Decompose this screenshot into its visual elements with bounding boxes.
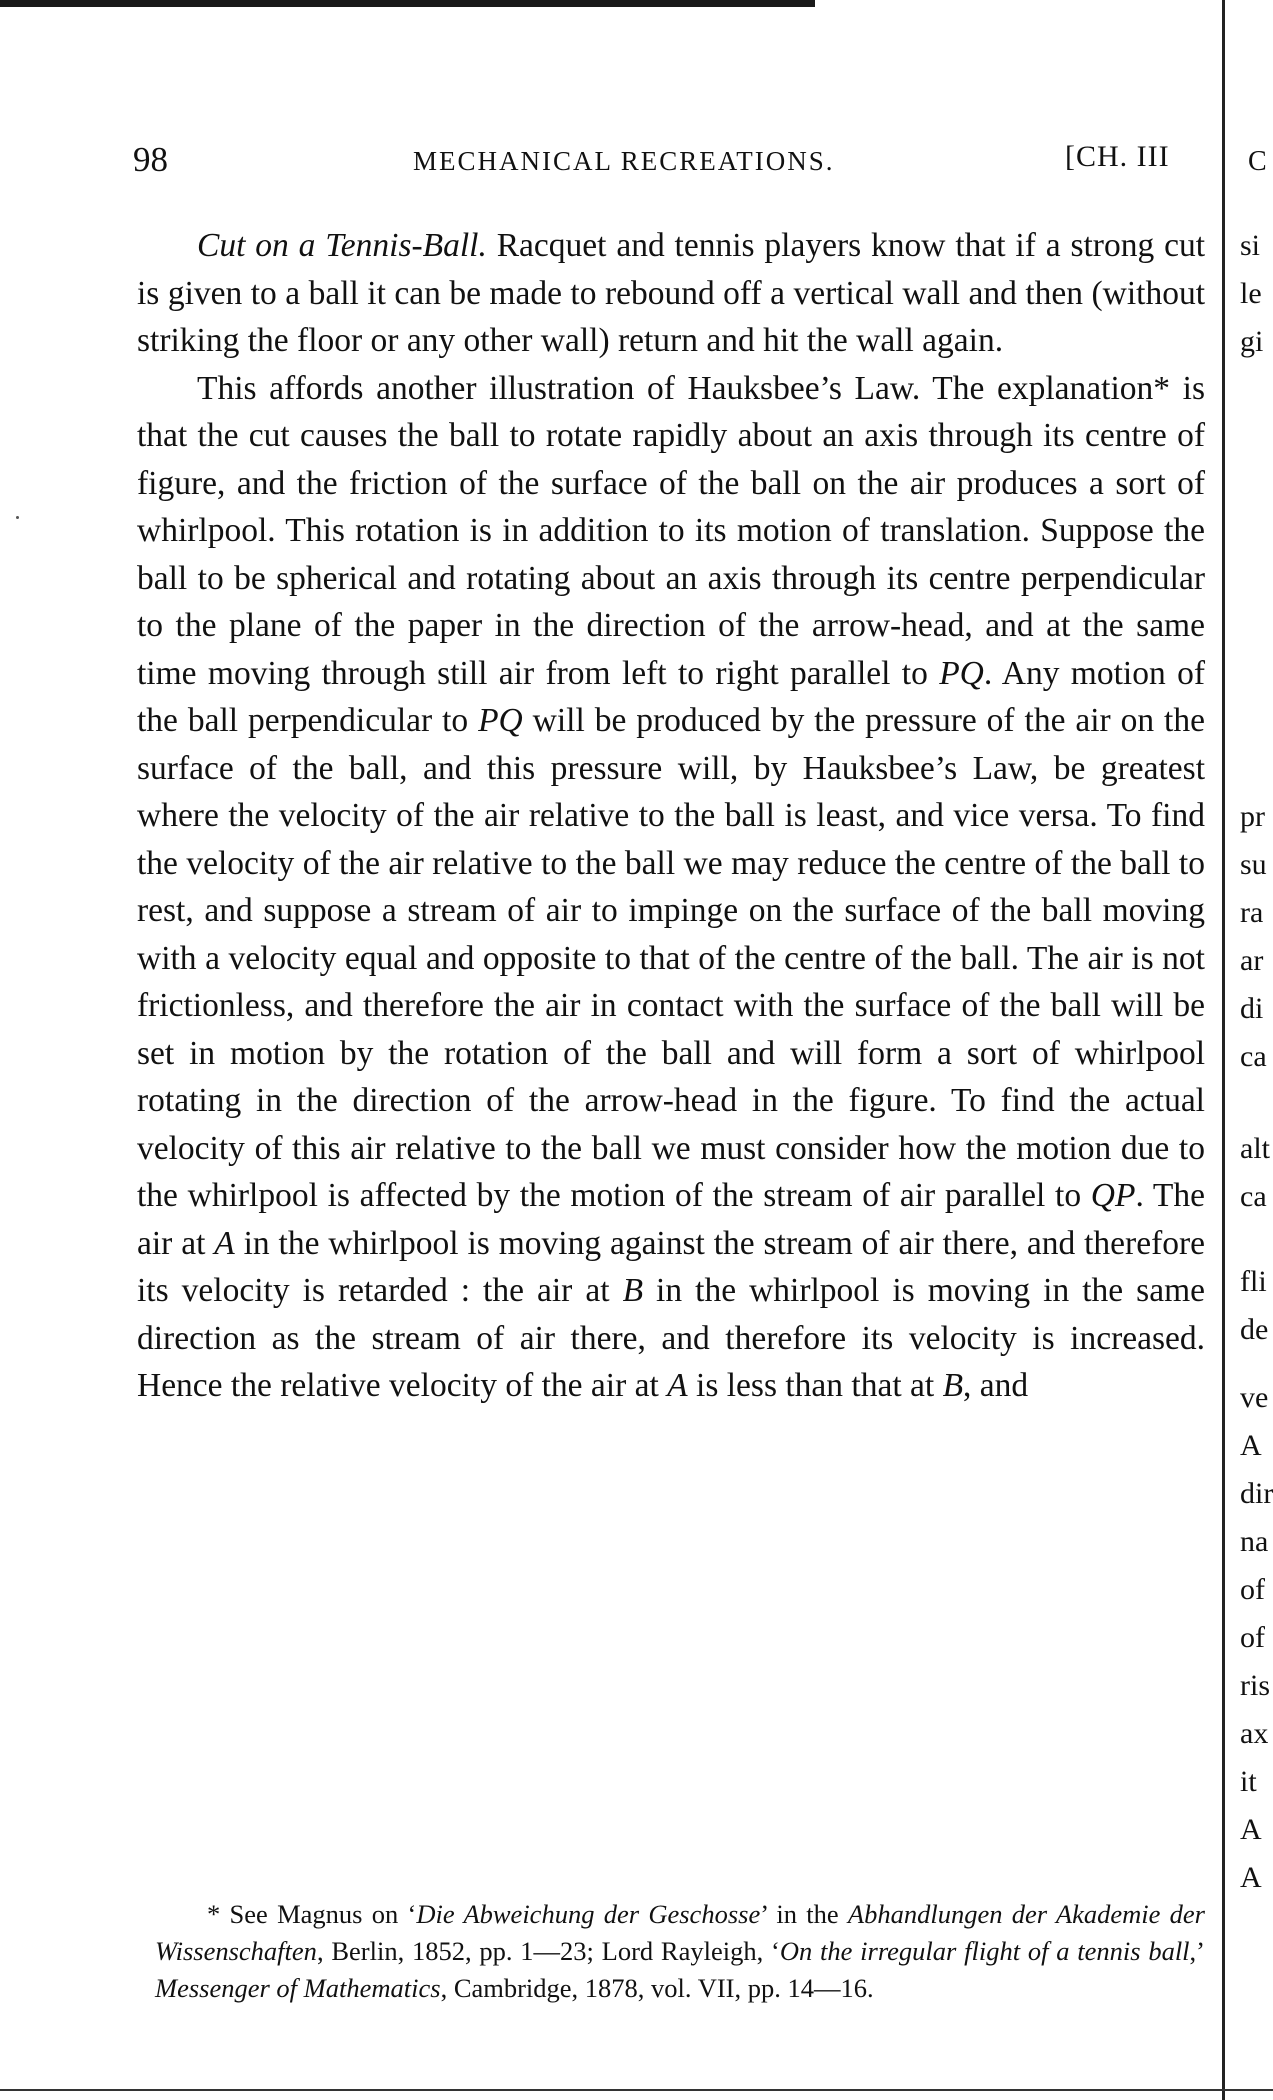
paragraph-2 [137, 365, 1205, 1410]
facing-fragment: ris [1240, 1669, 1270, 1702]
paragraph-1 [137, 222, 1205, 365]
facing-fragment: of [1240, 1573, 1265, 1606]
page-number: 98 [133, 140, 168, 179]
facing-fragment: of [1240, 1621, 1265, 1654]
facing-fragment: na [1240, 1525, 1269, 1558]
text-run: , and [963, 1367, 1029, 1404]
facing-fragment: A [1240, 1429, 1262, 1462]
book-spine-line [1222, 0, 1225, 2100]
math-symbol: A [214, 1224, 235, 1262]
text-run: will be produced by the pressure of the air on the surface of the ball, and this pressure will, by Hauksbee’s Law, be greatest where the velocity of the air relative to the ball is least, and vice versa. To find the velocity of the air relative to the ball we may reduce the centre of the ball to rest, and suppose a stream of air to impinge on the surface of the ball moving with a velocity equal and opposite to that of the centre of the ball. The air is not frictionless, and therefore the air in contact with the surface of the ball will be set in motion by the rotation of the ball and will form a sort of whirlpool rotating in the direction of the arrow-head in the figure. To find the actual velocity of this air relative to the ball we must consider how the motion due to the whirlpool is affected by the motion of the stream of air parallel to [137, 702, 1205, 1214]
facing-fragment: fli [1240, 1265, 1267, 1298]
facing-fragment: dir [1240, 1477, 1273, 1510]
running-title: MECHANICAL RECREATIONS. [413, 146, 835, 176]
facing-page-top [1240, 222, 1273, 366]
text-run: . Any motion of the ball perpendicular to [137, 654, 1205, 739]
margin-speck [16, 516, 19, 519]
math-symbol: A [667, 1367, 688, 1404]
math-symbol: B [622, 1272, 644, 1309]
facing-fragment: ca [1240, 1180, 1267, 1213]
footnote-run: ’ in the [760, 1899, 848, 1929]
facing-fragment: su [1240, 848, 1267, 881]
footnote-title: Abhandlungen der Akademie der Wissenschaften [155, 1899, 1205, 1966]
section-title: Cut on a Tennis-Ball. [197, 227, 487, 264]
footnote-run: , Cambridge, 1878, vol. VII, pp. 14—16. [440, 1973, 874, 2003]
footnote-paragraph [155, 1896, 1205, 2007]
footnote-title: Die Abweichung der Geschosse [416, 1899, 761, 1929]
text-run: in the whirlpool is moving against the stream of air there, and therefore its velocity is retarded : the air at [137, 1224, 1205, 1309]
top-rule [0, 0, 815, 7]
facing-fragment: ra [1240, 896, 1264, 929]
facing-fragment: A [1240, 1861, 1262, 1894]
math-symbol: B [942, 1367, 964, 1404]
facing-fragment: le [1240, 277, 1262, 310]
footnote-title: Messenger of Mathematics [155, 1973, 441, 2003]
math-symbol: PQ [478, 702, 523, 739]
facing-fragment: si [1240, 229, 1261, 262]
facing-fragment: gi [1240, 325, 1264, 358]
text-run: . The air at [137, 1177, 1205, 1262]
math-symbol: QP [1090, 1177, 1136, 1214]
chapter-label: [CH. III [1065, 140, 1170, 173]
facing-fragment: A [1240, 1813, 1262, 1846]
footnote-run: * See Magnus on ‘ [207, 1899, 417, 1929]
facing-fragment: it [1240, 1765, 1257, 1798]
facing-page-lower-2 [1240, 1258, 1273, 1354]
text-run: in the whirlpool is moving in the same direction as the stream of air there, and therefore its velocity is increased. Hence the relative velocity of the air at [137, 1272, 1205, 1404]
bottom-rule [0, 2089, 1273, 2091]
facing-fragment: ar [1240, 944, 1264, 977]
facing-fragment: ax [1240, 1717, 1269, 1750]
math-symbol: PQ [939, 654, 984, 692]
facing-page-bottom [1240, 1375, 1273, 1903]
facing-fragment: ve [1240, 1381, 1269, 1414]
facing-page-middle [1240, 793, 1273, 1081]
text-run: This affords another illustration of Hauksbee’s Law. The explanation* is that the cut causes the ball to rotate rapidly about an axis through its centre of figure, and the friction of the surface of the ball on the air produces a sort of whirlpool. This rotation is in addition to its motion of translation. Suppose the ball to be spherical and rotating about an axis through its centre perpendicular to the plane of the paper in the direction of the arrow-head, and at the same time moving through still air from left to right parallel to [137, 369, 1205, 692]
facing-fragment: pr [1240, 800, 1265, 833]
paragraph-1-text: Racquet and tennis players know that if a strong cut is given to a ball it can be made to rebound off a vertical wall and then (without striking the floor or any other wall) return and hit the wall again. [137, 227, 1205, 359]
footnote [155, 1896, 1205, 2007]
text-run: is less than that at [687, 1367, 943, 1404]
facing-page-lower [1240, 1125, 1273, 1221]
footnote-run: ,’ [1189, 1936, 1205, 1966]
page-header [133, 140, 1213, 186]
facing-fragment: de [1240, 1313, 1269, 1346]
facing-fragment: di [1240, 992, 1264, 1025]
facing-fragment: ca [1240, 1040, 1267, 1073]
footnote-title: On the irregular flight of a tennis ball [779, 1936, 1190, 1966]
main-text [137, 222, 1205, 1410]
facing-page-header: C [1248, 146, 1267, 177]
facing-fragment: alt [1240, 1132, 1270, 1165]
footnote-run: , Berlin, 1852, pp. 1—23; Lord Rayleigh, ‘ [316, 1936, 780, 1966]
